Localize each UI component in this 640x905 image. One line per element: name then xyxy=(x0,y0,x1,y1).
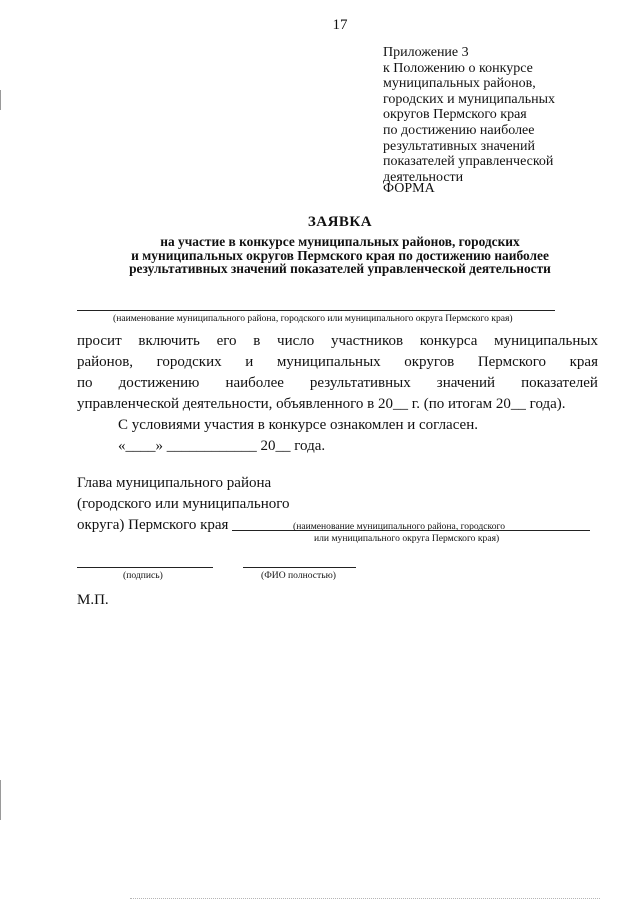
municipality-name-blank[interactable] xyxy=(77,310,555,311)
signature-caption: (подпись) xyxy=(123,570,163,581)
body-word: просит xyxy=(77,333,122,349)
body-word: в xyxy=(253,333,261,349)
subtitle-line: и муниципальных округов Пермского края по достижению наиболее xyxy=(131,247,549,263)
appendix-line: показателей управленческой xyxy=(383,154,554,170)
body-line-3 xyxy=(77,375,598,392)
signature-blank[interactable] xyxy=(77,567,213,568)
head-title-line-1: Глава муниципального района xyxy=(77,475,272,491)
date-line: «____» ____________ 20__ года. xyxy=(118,438,326,454)
body-word: районов, xyxy=(77,354,134,370)
body-word: включить xyxy=(138,333,200,349)
subtitle-line: результативных значений показателей управленческой деятельности xyxy=(129,261,551,277)
appendix-line: по достижению наиболее xyxy=(383,122,535,138)
body-word: Пермского xyxy=(477,354,547,370)
body-line-4: управленческой деятельности, объявленного в 20__ г. (по итогам 20__ года). xyxy=(77,396,566,412)
document-title: ЗАЯВКА xyxy=(307,214,373,230)
form-label: ФОРМА xyxy=(383,181,435,196)
subtitle-line: на участие в конкурсе муниципальных районов, городских xyxy=(160,234,520,249)
head-title-line-2: (городского или муниципального xyxy=(77,496,290,512)
appendix-line: городских и муниципальных xyxy=(383,91,556,107)
body-word: края xyxy=(569,354,598,370)
body-word: показателей xyxy=(521,375,598,391)
stamp-place-label: М.П. xyxy=(77,592,109,608)
fio-caption: (ФИО полностью) xyxy=(261,570,336,581)
appendix-line: муниципальных районов, xyxy=(383,76,536,92)
page-number: 17 xyxy=(332,17,348,33)
agreement-line: С условиями участия в конкурсе ознакомлен и согласен. xyxy=(118,417,478,433)
appendix-line: результативных значений xyxy=(383,138,536,154)
fio-blank[interactable] xyxy=(243,567,356,568)
body-word: наиболее xyxy=(225,375,284,391)
municipality-name-caption: (наименование муниципального района, городского или муниципального округа Пермского края) xyxy=(113,313,513,324)
body-line-1 xyxy=(77,333,598,350)
body-word: результативных xyxy=(309,375,411,391)
scan-margin-mark xyxy=(0,90,1,110)
body-line-2 xyxy=(77,354,598,371)
body-word: значений xyxy=(436,375,496,391)
body-word: конкурса xyxy=(419,333,478,349)
body-word: его xyxy=(216,333,237,349)
body-word: муниципальных xyxy=(276,354,381,370)
appendix-line: деятельности xyxy=(383,169,464,185)
document-subtitle xyxy=(70,235,610,276)
body-word: муниципальных xyxy=(494,333,598,349)
body-word: достижению xyxy=(118,375,200,391)
appendix-line: к Положению о конкурсе xyxy=(383,60,533,76)
appendix-line: Приложение 3 xyxy=(383,45,469,60)
scan-margin-mark xyxy=(0,780,1,820)
scan-bottom-noise xyxy=(130,898,600,900)
appendix-line: округов Пермского края xyxy=(383,107,527,123)
body-word: число xyxy=(277,333,315,349)
body-word: и xyxy=(245,354,254,370)
body-word: округов xyxy=(404,354,455,370)
head-municipality-caption-2: или муниципального округа Пермского края) xyxy=(314,533,500,544)
body-word: по xyxy=(77,375,93,391)
appendix-reference xyxy=(383,45,623,185)
head-municipality-caption-1: (наименование муниципального района, городского xyxy=(293,521,506,532)
body-word: городских xyxy=(156,354,222,370)
head-title-line-3: округа) Пермского края xyxy=(77,517,229,533)
body-word: участников xyxy=(330,333,404,349)
